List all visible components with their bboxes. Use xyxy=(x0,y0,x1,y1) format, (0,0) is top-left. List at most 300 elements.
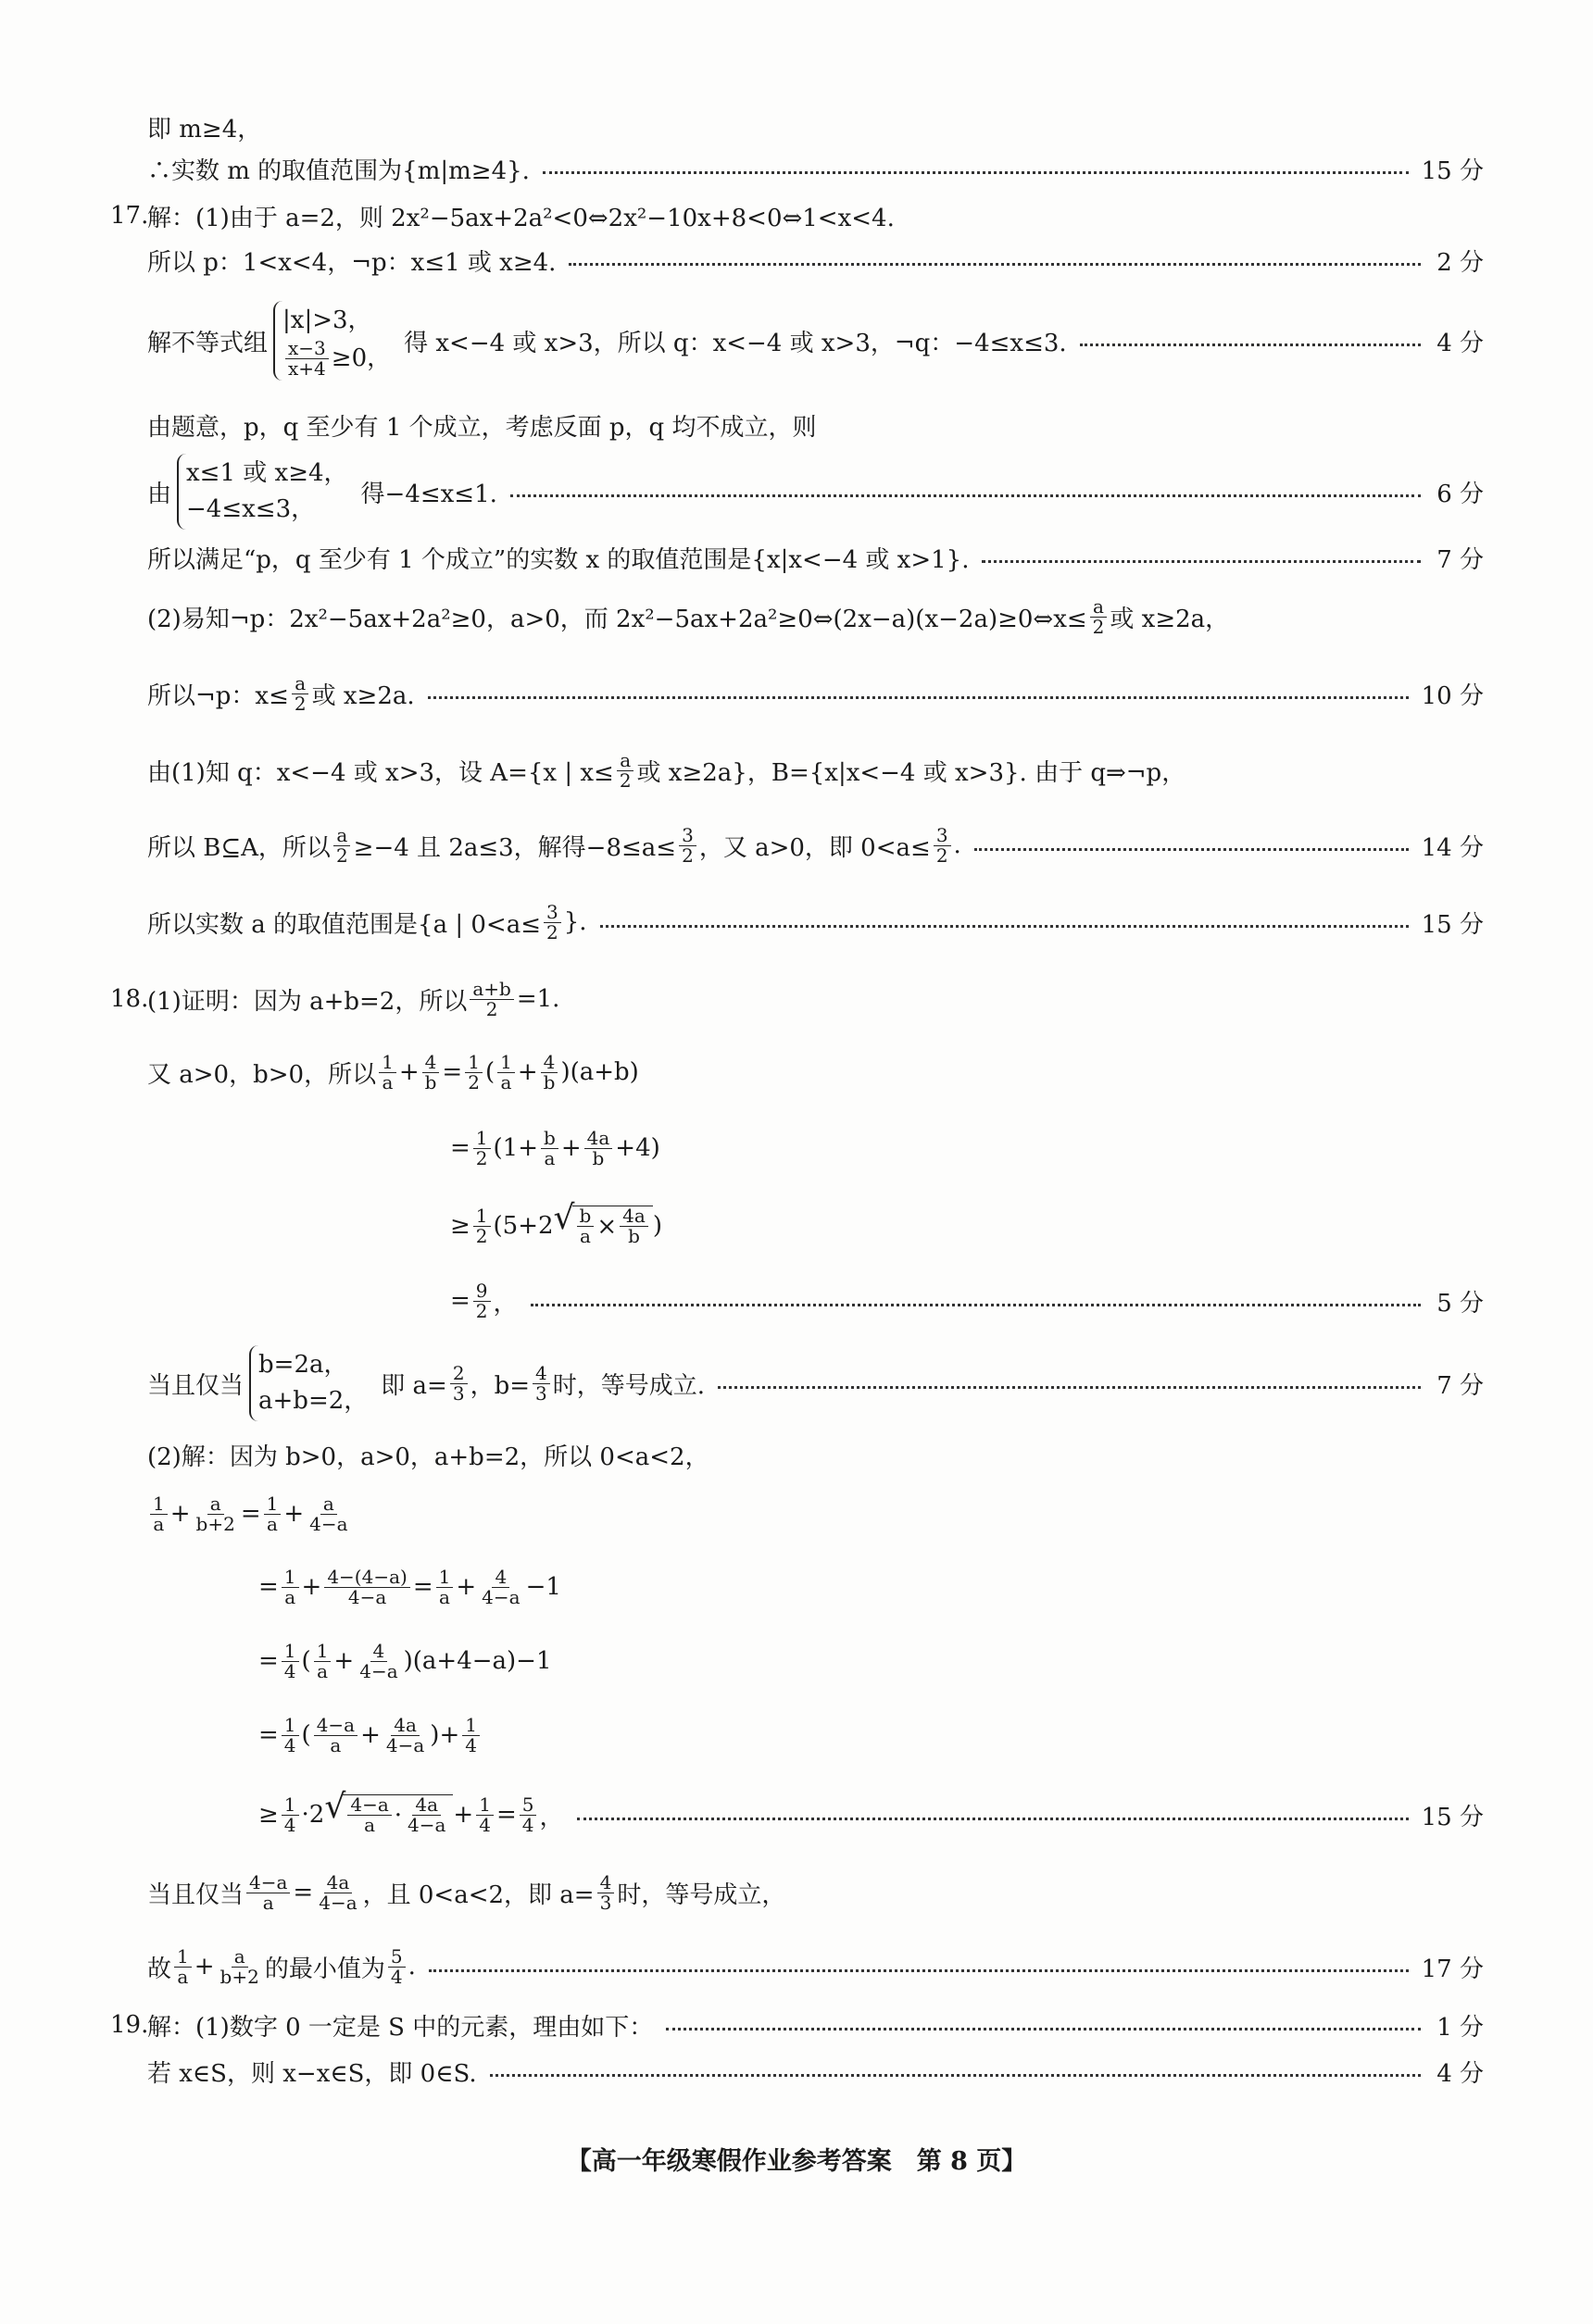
text-run: ， xyxy=(539,1803,564,1831)
numerator: 1 xyxy=(174,1947,192,1968)
text-run: 当且仅当 xyxy=(147,1880,245,1909)
denominator: 2 xyxy=(294,692,307,715)
numerator: 1 xyxy=(473,1206,491,1227)
fraction xyxy=(383,1713,427,1756)
text-run: (2)解：因为 b>0，a>0，a+b=2，所以 0<a<2， xyxy=(147,1443,709,1471)
fraction xyxy=(264,1494,282,1534)
denominator: 4 xyxy=(283,1659,296,1682)
text-run: ( xyxy=(484,1058,495,1086)
denominator: b xyxy=(628,1225,640,1247)
solution-line xyxy=(147,1486,1484,1542)
text-run: 所以实数 a 的取值范围是{a | 0<a≤ xyxy=(147,910,541,939)
numerator: 1 xyxy=(282,1795,299,1816)
page-footer: 【高一年级寒假作业参考答案 第 8 页】 xyxy=(566,2147,1027,2176)
solution-line xyxy=(147,530,1484,585)
fraction xyxy=(620,1206,648,1246)
numerator: a xyxy=(320,1494,337,1515)
numerator: 4a xyxy=(584,1129,613,1149)
denominator: 4−a xyxy=(347,1585,387,1608)
solution-line xyxy=(147,666,1484,721)
numerator: 4 xyxy=(597,1873,615,1893)
denominator: 3 xyxy=(452,1381,465,1405)
text-run: . xyxy=(953,831,961,859)
fraction xyxy=(597,1870,615,1914)
score-points: 15 分 xyxy=(1421,910,1484,939)
denominator: 2 xyxy=(475,1299,488,1322)
fraction xyxy=(282,1639,299,1682)
fraction xyxy=(314,1713,357,1756)
text-run: 由题意，p，q 至少有 1 个成立，考虑反面 p，q 均不成立，则 xyxy=(147,413,817,442)
solution-line xyxy=(258,1787,1484,1843)
denominator: a xyxy=(544,1146,556,1169)
numerator: a xyxy=(1090,597,1107,618)
text-run: b=2a， xyxy=(258,1351,348,1379)
text-run: + xyxy=(301,1573,322,1601)
fraction xyxy=(541,1050,558,1093)
solution-line xyxy=(147,589,1484,644)
text-run: ( xyxy=(301,1647,311,1675)
fraction xyxy=(282,1565,299,1608)
fraction xyxy=(533,1361,550,1405)
text-run: = xyxy=(258,1573,279,1601)
score-points: 7 分 xyxy=(1436,545,1484,574)
text-run: a+b=2， xyxy=(258,1387,369,1415)
score-points: 14 分 xyxy=(1421,833,1484,862)
fraction xyxy=(617,748,634,792)
fraction xyxy=(405,1795,448,1835)
denominator: 4−a xyxy=(309,1512,348,1535)
line-content xyxy=(147,671,415,715)
score-points: 17 分 xyxy=(1421,1955,1484,1983)
system-row xyxy=(258,1383,368,1419)
dotted-leader xyxy=(490,2074,1421,2077)
numerator: a xyxy=(617,751,633,771)
text-run: 时，等号成立. xyxy=(552,1371,706,1400)
score-points: 7 分 xyxy=(1436,1371,1484,1400)
denominator: a xyxy=(177,1965,189,1988)
denominator: 4 xyxy=(390,1965,403,1988)
question-number: 17. xyxy=(110,202,149,230)
text-run: + xyxy=(560,1134,582,1162)
line-content xyxy=(147,454,497,530)
text-run: 若 x∈S，则 x−x∈S，即 0∈S. xyxy=(147,2059,477,2088)
radicand xyxy=(572,1206,653,1246)
line-content xyxy=(147,152,530,186)
text-run: 即 m≥4， xyxy=(147,115,262,144)
numerator: 4 xyxy=(533,1364,550,1384)
score-points: 15 分 xyxy=(1421,1803,1484,1831)
denominator: a xyxy=(579,1225,591,1247)
numerator: 4a xyxy=(620,1206,648,1227)
numerator: 1 xyxy=(436,1568,454,1588)
line-content xyxy=(147,199,895,233)
denominator: 4−a xyxy=(359,1659,398,1682)
fraction xyxy=(450,1361,468,1405)
text-run: 或 x≥2a}，B={x|x<−4 或 x>3}. 由于 q⇒¬p， xyxy=(636,758,1186,787)
fraction xyxy=(150,1494,168,1534)
fraction xyxy=(476,1795,494,1835)
solution-line xyxy=(147,459,1484,523)
denominator: a xyxy=(500,1070,512,1093)
numerator: 4 xyxy=(492,1568,509,1588)
numerator: x−3 xyxy=(285,339,329,359)
numerator: 1 xyxy=(282,1568,299,1588)
text-run: (5+2 xyxy=(493,1212,554,1240)
denominator: 4 xyxy=(479,1813,491,1836)
fraction xyxy=(316,1870,359,1914)
numerator: a xyxy=(232,1947,248,1968)
text-run: = xyxy=(293,1879,314,1906)
text-run: + xyxy=(169,1500,191,1528)
fraction xyxy=(282,1713,299,1756)
fraction xyxy=(520,1795,537,1835)
text-run: 得−4≤x≤1. xyxy=(360,480,497,508)
line-content xyxy=(147,301,1067,381)
system-row xyxy=(258,1347,368,1383)
fraction xyxy=(314,1639,332,1682)
numerator: 4 xyxy=(541,1053,558,1073)
line-content xyxy=(258,1565,561,1608)
line-content xyxy=(147,977,560,1020)
line-content xyxy=(147,1494,354,1534)
denominator: 2 xyxy=(485,997,498,1020)
line-content xyxy=(147,408,816,443)
numerator: 4a xyxy=(324,1873,353,1893)
text-run: 时，等号成立， xyxy=(617,1880,786,1909)
text-run: ，且 0<a<2，即 a= xyxy=(362,1880,595,1909)
score-points: 15 分 xyxy=(1421,156,1484,185)
line-content xyxy=(147,1345,705,1421)
numerator: 3 xyxy=(544,903,561,923)
fraction xyxy=(473,1281,491,1321)
numerator: 1 xyxy=(264,1494,282,1515)
fraction xyxy=(679,823,696,867)
numerator: 1 xyxy=(150,1494,168,1515)
denominator: a xyxy=(317,1659,329,1682)
denominator: a xyxy=(267,1512,278,1535)
numerator: a+b xyxy=(470,980,513,1000)
solution-line xyxy=(147,1351,1484,1415)
text-run: = xyxy=(240,1500,261,1528)
numerator: 5 xyxy=(388,1947,406,1968)
solution-line xyxy=(147,1865,1484,1920)
system-row xyxy=(282,303,391,339)
denominator: 4 xyxy=(283,1733,296,1756)
text-run: 或 x≥2a. xyxy=(311,681,415,710)
line-content xyxy=(147,110,261,144)
dotted-leader xyxy=(531,1304,1421,1306)
dotted-leader xyxy=(569,263,1421,266)
dotted-leader xyxy=(577,1818,1409,1820)
fraction xyxy=(285,339,329,379)
numerator: 3 xyxy=(679,826,696,846)
solution-line xyxy=(450,1120,1484,1176)
score-points: 5 分 xyxy=(1436,1289,1484,1318)
text-run: =1. xyxy=(516,985,560,1013)
denominator: 4−a xyxy=(319,1891,357,1914)
denominator: b xyxy=(424,1070,437,1093)
solution-line xyxy=(147,232,1484,288)
text-run: 故 xyxy=(147,1955,172,1983)
fraction xyxy=(465,1050,483,1093)
score-points: 2 分 xyxy=(1436,248,1484,277)
text-run: ， xyxy=(493,1289,518,1318)
numerator: 1 xyxy=(473,1129,491,1149)
solution-line xyxy=(110,971,1484,1027)
fraction xyxy=(388,1944,406,1988)
text-run: −1 xyxy=(525,1573,561,1601)
numerator: 5 xyxy=(520,1795,537,1816)
solution-line xyxy=(258,1707,1484,1763)
text-run: +4) xyxy=(615,1134,660,1162)
fraction xyxy=(462,1713,480,1756)
denominator: 4−a xyxy=(408,1814,446,1836)
numerator: a xyxy=(207,1494,224,1515)
dotted-leader xyxy=(510,494,1421,497)
radicand xyxy=(343,1794,453,1835)
numerator: 1 xyxy=(282,1642,299,1662)
numerator: 1 xyxy=(497,1053,515,1073)
text-run: )(a+b) xyxy=(560,1058,639,1086)
fraction xyxy=(324,1565,410,1608)
denominator: a xyxy=(262,1891,274,1914)
numerator: 1 xyxy=(465,1053,483,1073)
denominator: 2 xyxy=(1092,615,1105,638)
fraction xyxy=(577,1206,595,1246)
score-points: 4 分 xyxy=(1436,329,1484,357)
numerator: a xyxy=(292,674,308,694)
text-run: }. xyxy=(563,908,587,936)
score-points: 6 分 xyxy=(1436,480,1484,508)
numerator: √ b xyxy=(577,1206,595,1227)
dotted-leader xyxy=(1080,344,1421,346)
numerator: 1 xyxy=(314,1642,332,1662)
text-run: = xyxy=(442,1058,463,1086)
text-run: × xyxy=(596,1212,618,1241)
text-run: 所以 p：1<x<4，¬p：x≤1 或 x≥4. xyxy=(147,248,557,277)
fraction xyxy=(497,1050,515,1093)
dotted-leader xyxy=(666,2028,1421,2030)
text-run: + xyxy=(453,1801,474,1829)
line-content xyxy=(147,541,969,575)
text-run: + xyxy=(517,1058,538,1086)
text-run: ( xyxy=(301,1721,311,1749)
text-run: + xyxy=(398,1058,420,1086)
solution-line xyxy=(147,2043,1484,2099)
fraction xyxy=(218,1944,262,1988)
denominator: 4−a xyxy=(482,1585,521,1608)
solution-line xyxy=(147,1044,1484,1100)
dotted-leader xyxy=(600,925,1409,928)
line-content xyxy=(147,748,1186,792)
score-points: 4 分 xyxy=(1436,2059,1484,2088)
line-content xyxy=(147,900,587,943)
text-run: ·2 xyxy=(301,1801,325,1829)
fraction xyxy=(436,1565,454,1608)
text-run: 由 xyxy=(147,480,172,508)
numerator: 1 xyxy=(476,1795,494,1816)
denominator: a xyxy=(284,1585,296,1608)
denominator: 2 xyxy=(468,1070,480,1093)
question-number: 18. xyxy=(110,985,149,1013)
text-run: ) xyxy=(652,1212,662,1240)
fraction xyxy=(473,1206,491,1246)
solution-line xyxy=(450,1198,1484,1254)
denominator: 2 xyxy=(335,843,348,867)
score-points: 10 分 xyxy=(1421,681,1484,710)
question-number: 19. xyxy=(110,2011,149,2039)
numerator: a xyxy=(333,826,350,846)
line-content xyxy=(450,1126,660,1169)
fraction xyxy=(282,1795,299,1835)
denominator: 4 xyxy=(283,1813,296,1836)
denominator: 2 xyxy=(475,1146,488,1169)
line-content xyxy=(258,1639,552,1682)
text-run: 或 x≥2a， xyxy=(1110,605,1230,633)
text-run: (2)易知¬p：2x²−5ax+2a²≥0，a>0，而 2x²−5ax+2a²≥0⇔(2x−a)(x−2a)≥0⇔x≤ xyxy=(147,605,1087,633)
line-content xyxy=(147,1870,786,1914)
denominator: x+4 xyxy=(288,357,326,380)
text-run: = xyxy=(258,1647,279,1675)
text-run: ，又 a>0，即 0<a≤ xyxy=(698,833,931,862)
dotted-leader xyxy=(718,1386,1421,1389)
text-run: −4≤x≤3， xyxy=(186,495,316,523)
denominator: a xyxy=(382,1070,394,1093)
fraction xyxy=(292,671,309,715)
fraction xyxy=(347,1795,391,1835)
denominator: 2 xyxy=(619,768,632,792)
denominator: 2 xyxy=(475,1224,488,1247)
text-run: 即 a= xyxy=(381,1371,447,1400)
denominator: 2 xyxy=(546,920,558,943)
text-run: = xyxy=(495,1801,517,1829)
fraction xyxy=(479,1565,522,1608)
text-run: 得 x<−4 或 x>3，所以 q：x<−4 或 x>3，¬q：−4≤x≤3. xyxy=(404,329,1067,357)
fraction xyxy=(357,1639,400,1682)
numerator: 1 xyxy=(379,1053,396,1073)
numerator: 4a xyxy=(412,1795,441,1816)
fraction xyxy=(333,823,351,867)
text-run: ≥0， xyxy=(331,344,392,372)
denominator: a xyxy=(330,1733,342,1756)
text-run: 当且仅当 xyxy=(147,1371,245,1400)
text-run: · xyxy=(394,1801,403,1830)
line-content xyxy=(147,1050,639,1093)
numerator: 2 xyxy=(450,1364,468,1384)
denominator: b+2 xyxy=(220,1965,259,1988)
fraction xyxy=(174,1944,192,1988)
numerator: 4 xyxy=(422,1053,440,1073)
numerator: 4−a xyxy=(314,1716,357,1736)
line-content xyxy=(147,244,556,278)
numerator: 4a xyxy=(391,1716,420,1736)
denominator: a xyxy=(439,1585,450,1608)
line-content xyxy=(450,1206,662,1246)
equation-system xyxy=(177,454,356,530)
text-run: + xyxy=(283,1500,305,1528)
solution-line xyxy=(258,1559,1484,1615)
fraction xyxy=(307,1494,350,1534)
text-run: 解不等式组 xyxy=(147,329,269,357)
numerator: 4−(4−a) xyxy=(324,1568,410,1588)
text-run: x≤1 或 x≥4， xyxy=(186,459,348,487)
text-run: = xyxy=(450,1134,470,1162)
text-run: + xyxy=(333,1647,355,1675)
line-content xyxy=(147,1438,709,1472)
text-run: + xyxy=(194,1953,215,1980)
system-row xyxy=(186,456,348,492)
fraction xyxy=(584,1126,613,1169)
denominator: 3 xyxy=(535,1381,547,1405)
solution-line xyxy=(147,894,1484,950)
fraction xyxy=(194,1494,238,1534)
dotted-leader xyxy=(974,848,1409,851)
text-run: 所以 B⊆A，所以 xyxy=(147,833,331,862)
score-points: 1 分 xyxy=(1436,2013,1484,2042)
text-run: + xyxy=(456,1573,477,1601)
denominator: 4 xyxy=(521,1813,534,1836)
denominator: 2 xyxy=(935,843,948,867)
numerator: 4−a xyxy=(246,1873,290,1893)
dotted-leader xyxy=(982,560,1421,563)
equation-system xyxy=(273,301,398,381)
numerator: √ 4−a xyxy=(347,1795,391,1816)
solution-line xyxy=(147,818,1484,873)
line-content xyxy=(147,2055,477,2089)
solution-line xyxy=(147,1427,1484,1482)
fraction xyxy=(541,1126,558,1169)
denominator: b xyxy=(543,1070,556,1093)
text-run: ≥ xyxy=(450,1212,470,1240)
dotted-leader xyxy=(429,1969,1409,1972)
system-row xyxy=(282,339,391,379)
fraction xyxy=(246,1870,290,1914)
line-content xyxy=(147,2008,653,2043)
denominator: a xyxy=(364,1814,376,1836)
text-run: ≥ xyxy=(258,1801,279,1829)
denominator: b xyxy=(592,1146,605,1169)
text-run: 所以满足“p，q 至少有 1 个成立”的实数 x 的取值范围是{x|x<−4 或 x>1}. xyxy=(147,545,970,574)
line-content xyxy=(258,1713,483,1756)
fraction xyxy=(379,1050,396,1093)
dotted-leader xyxy=(428,696,1409,699)
line-content xyxy=(147,594,1230,638)
denominator: a xyxy=(153,1512,165,1535)
denominator: 3 xyxy=(599,1891,612,1914)
numerator: 9 xyxy=(473,1281,491,1302)
text-run: 解：(1)数字 0 一定是 S 中的元素，理由如下： xyxy=(147,2013,654,2042)
text-run: ，b= xyxy=(470,1371,531,1400)
solution-line xyxy=(147,1939,1484,1994)
numerator: 1 xyxy=(462,1716,480,1736)
solution-line xyxy=(147,743,1484,798)
denominator: b+2 xyxy=(195,1512,235,1535)
solution-line xyxy=(147,397,1484,453)
fraction xyxy=(470,977,513,1020)
line-content xyxy=(147,1944,416,1988)
text-run: )+ xyxy=(430,1721,460,1749)
square-root xyxy=(341,1794,453,1835)
denominator: 4−a xyxy=(385,1733,425,1756)
text-run: (1)证明：因为 a+b=2，所以 xyxy=(147,987,468,1016)
line-content xyxy=(258,1794,564,1835)
text-run: = xyxy=(412,1573,433,1601)
square-root xyxy=(571,1206,653,1246)
text-run: = xyxy=(258,1721,279,1749)
line-content xyxy=(450,1281,518,1321)
fraction xyxy=(473,1126,491,1169)
text-run: ∴实数 m 的取值范围为{m|m≥4}. xyxy=(147,156,530,185)
